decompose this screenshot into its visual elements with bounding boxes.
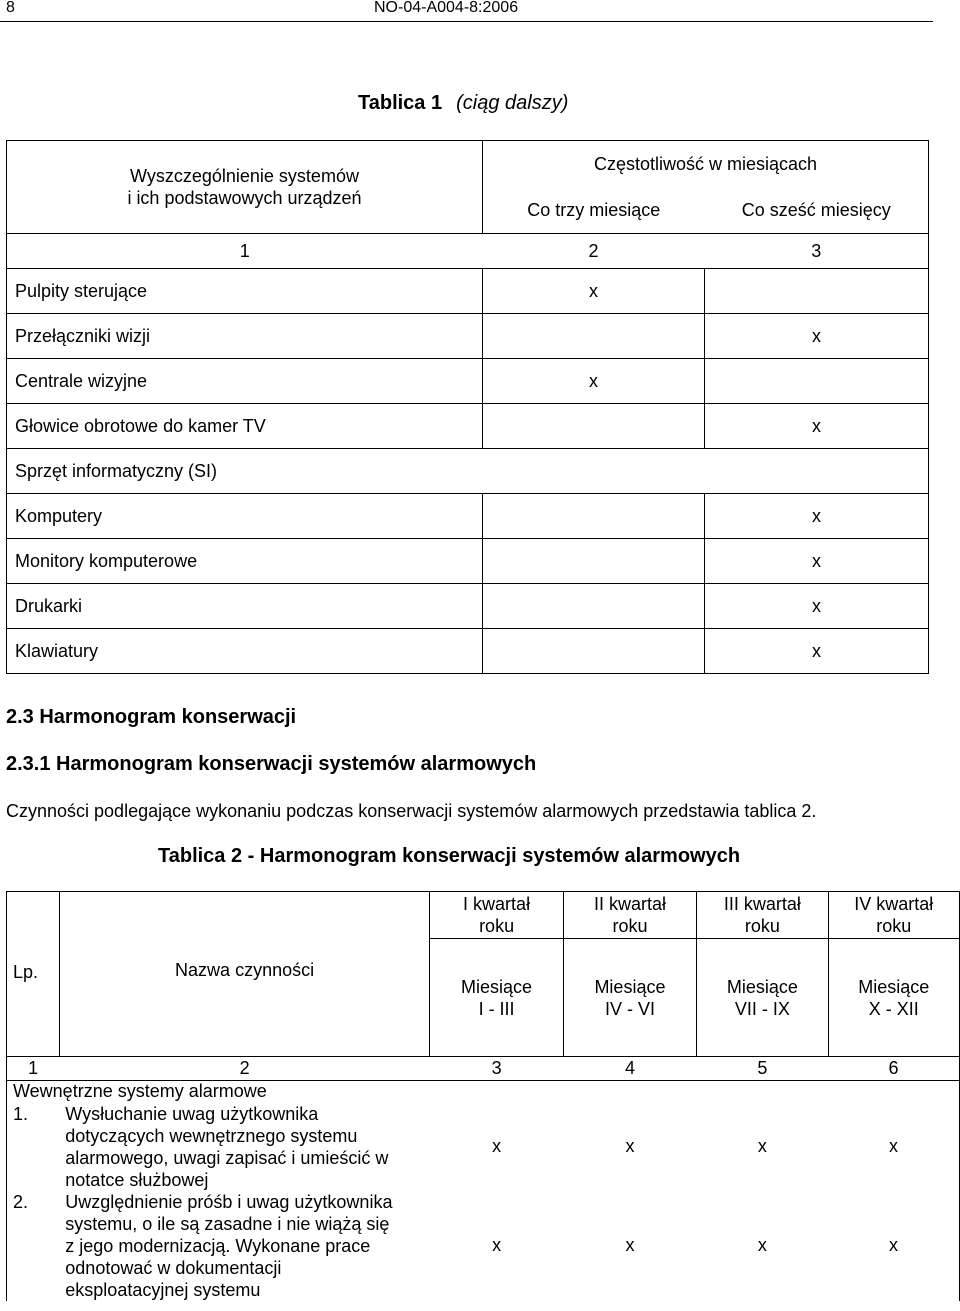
table2-colnum-4: 4 xyxy=(563,1057,696,1081)
quarter-label: II kwartał xyxy=(593,894,666,914)
table2-colnum-3: 3 xyxy=(430,1057,563,1081)
table1-row-c2 xyxy=(483,494,705,539)
table2-colnum-1: 1 xyxy=(7,1057,60,1081)
row-text-line: odnotować w dokumentacji xyxy=(65,1257,282,1278)
table2-name-header: Nazwa czynności xyxy=(59,892,430,1057)
table2-row-lp: 2. xyxy=(7,1191,60,1301)
table1-row-c3: x xyxy=(705,584,929,629)
months-label: Miesiące xyxy=(726,976,798,997)
table2-row-mark: x xyxy=(828,1103,959,1191)
table1-col1-header xyxy=(7,141,483,234)
table1-row-c2 xyxy=(483,314,705,359)
table2-row-mark: x xyxy=(625,1136,635,1156)
table1-row-name: Komputery xyxy=(7,494,483,539)
months-label: Miesiące xyxy=(594,976,666,997)
table2-group-title: Wewnętrzne systemy alarmowe xyxy=(7,1081,960,1103)
table2-title: Tablica 2 - Harmonogram konserwacji systemów alarmowych xyxy=(158,845,741,867)
quarter-label: III kwartał xyxy=(723,894,801,914)
table2-colnum-6: 6 xyxy=(828,1057,959,1081)
table1-group-row: Sprzęt informatyczny (SI) xyxy=(7,449,929,494)
table1-freq-header: Częstotliwość w miesiącach xyxy=(483,141,929,188)
table2-quarter-3 xyxy=(697,892,828,939)
quarter-label-suffix: roku xyxy=(612,916,648,936)
table1-row-c3: x xyxy=(705,404,929,449)
months-range: I - III xyxy=(478,998,515,1019)
table1-row-c2 xyxy=(483,629,705,674)
table2-row-lp: 1. xyxy=(7,1103,60,1191)
table2-quarter-2 xyxy=(563,892,696,939)
months-range: X - XII xyxy=(868,998,919,1019)
table2 xyxy=(6,891,960,1301)
table1-title xyxy=(358,92,568,115)
section-paragraph: Czynności podlegające wykonaniu podczas konserwacji systemów alarmowych przedstawia tablica 2. xyxy=(6,801,817,821)
table2-row-mark: x xyxy=(492,1136,502,1156)
row-text-line: eksploatacyjnej systemu xyxy=(65,1279,261,1300)
table1-row-name: Przełączniki wizji xyxy=(7,314,483,359)
table1-row-c3 xyxy=(705,359,929,404)
header-divider xyxy=(0,21,933,22)
row-text-line: z jego modernizacją. Wykonane prace xyxy=(65,1235,371,1256)
table2-colnum-2: 2 xyxy=(59,1057,430,1081)
table1-row-c3: x xyxy=(705,629,929,674)
months-range: VII - IX xyxy=(734,998,790,1019)
table2-row-mark: x xyxy=(757,1235,767,1255)
table2-months-2 xyxy=(563,939,696,1057)
table1-row-c2 xyxy=(483,584,705,629)
table1-row-name: Pulpity sterujące xyxy=(7,269,483,314)
table1-title-label: Tablica 1 xyxy=(358,92,443,114)
table1-row-c3: x xyxy=(705,314,929,359)
quarter-label-suffix: roku xyxy=(479,916,515,936)
table1-title-suffix: (ciąg dalszy) xyxy=(456,92,569,114)
table2-months-4 xyxy=(828,939,959,1057)
quarter-label-suffix: roku xyxy=(744,916,780,936)
quarter-label: IV kwartał xyxy=(854,894,934,914)
quarter-label: I kwartał xyxy=(463,894,531,914)
table1-col3-header: Co sześć miesięcy xyxy=(705,187,929,234)
table1-colnum-3: 3 xyxy=(705,234,929,269)
row-text-line: Wysłuchanie uwag użytkownika xyxy=(65,1103,319,1124)
table2-quarter-1 xyxy=(430,892,563,939)
row-text-line: Uwzględnienie próśb i uwag użytkownika xyxy=(65,1191,393,1212)
table2-months-3 xyxy=(697,939,828,1057)
table1-col1-header-line2: i ich podstawowych urządzeń xyxy=(127,188,362,208)
table2-row-mark: x xyxy=(625,1235,635,1255)
table1-colnum-1: 1 xyxy=(7,234,483,269)
section-heading-2-3: 2.3 Harmonogram konserwacji xyxy=(6,706,297,728)
table2-row-mark: x xyxy=(757,1136,767,1156)
table1-row-c3: x xyxy=(705,494,929,539)
table2-colnum-5: 5 xyxy=(697,1057,828,1081)
row-text-line: systemu, o ile są zasadne i nie wiążą się xyxy=(65,1213,390,1234)
table1-row-name: Głowice obrotowe do kamer TV xyxy=(7,404,483,449)
quarter-label-suffix: roku xyxy=(876,916,912,936)
table1-row-c2: x xyxy=(483,269,705,314)
table2-months-1 xyxy=(430,939,563,1057)
table2-row-name xyxy=(59,1103,430,1191)
page-number: 8 xyxy=(6,0,15,16)
table1-row-name: Drukarki xyxy=(7,584,483,629)
table1-row-c2 xyxy=(483,539,705,584)
table1 xyxy=(6,140,929,674)
table2-lp-header: Lp. xyxy=(7,892,60,1057)
table2-row-mark: x xyxy=(828,1191,959,1301)
table1-row-name: Klawiatury xyxy=(7,629,483,674)
months-label: Miesiące xyxy=(858,976,930,997)
row-text-line: dotyczących wewnętrznego systemu xyxy=(65,1125,358,1146)
row-text-line: alarmowego, uwagi zapisać i umieścić w xyxy=(65,1147,389,1168)
table2-quarter-4 xyxy=(828,892,959,939)
table1-row-c2 xyxy=(483,404,705,449)
table1-col2-header: Co trzy miesiące xyxy=(483,187,705,234)
table1-row-name: Centrale wizyjne xyxy=(7,359,483,404)
table1-row-c3 xyxy=(705,269,929,314)
section-heading-2-3-1: 2.3.1 Harmonogram konserwacji systemów alarmowych xyxy=(6,753,537,775)
table2-row-mark: x xyxy=(492,1235,502,1255)
document-code: NO-04-A004-8:2006 xyxy=(374,0,519,16)
months-label: Miesiące xyxy=(461,976,533,997)
months-range: IV - VI xyxy=(604,998,655,1019)
row-text-line: notatce służbowej xyxy=(65,1169,209,1190)
table1-row-name: Monitory komputerowe xyxy=(7,539,483,584)
table1-row-c3: x xyxy=(705,539,929,584)
table1-col1-header-line1: Wyszczególnienie systemów xyxy=(130,166,359,186)
table1-row-c2: x xyxy=(483,359,705,404)
table1-colnum-2: 2 xyxy=(483,234,705,269)
table2-row-name xyxy=(59,1191,430,1301)
